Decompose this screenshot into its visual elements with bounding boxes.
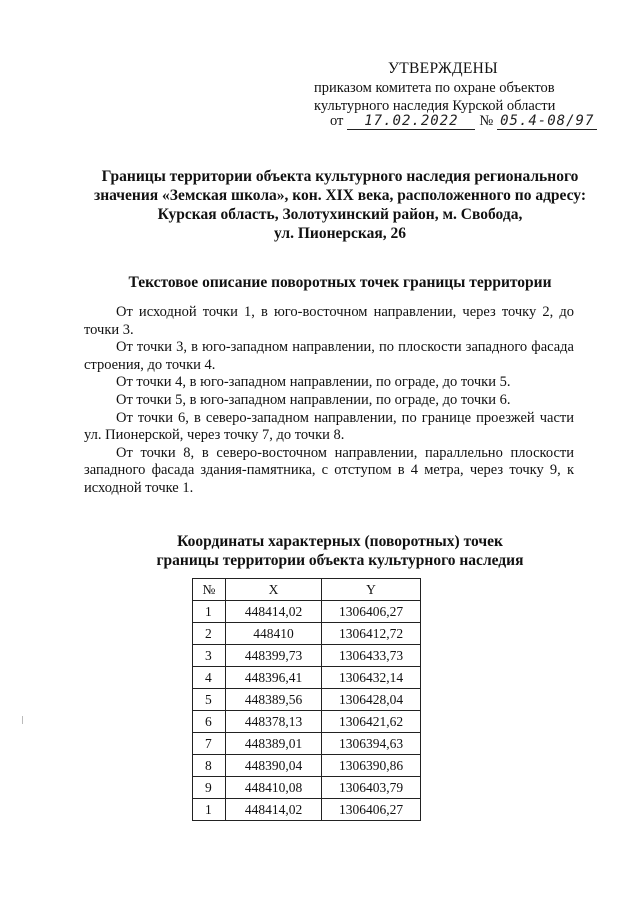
- coordinates-heading-line-2: границы территории объекта культурного наследия: [156, 552, 524, 569]
- table-row: [193, 733, 421, 755]
- cell-number: 4: [193, 667, 226, 689]
- column-header-number: №: [193, 579, 226, 601]
- coordinates-table: [192, 578, 421, 821]
- description-paragraph: От точки 3, в юго-западном направлении, по плоскости западного фасада строения, до точки 4.: [84, 339, 574, 373]
- cell-x: 448410,08: [226, 777, 322, 799]
- table-row: [193, 667, 421, 689]
- column-header-x: X: [226, 579, 322, 601]
- title-line-1: Границы территории объекта культурного наследия регионального: [101, 168, 579, 185]
- cell-number: 6: [193, 711, 226, 733]
- cell-number: 9: [193, 777, 226, 799]
- table-row: [193, 623, 421, 645]
- approval-heading: УТВЕРЖДЕНЫ: [388, 60, 498, 77]
- cell-number: 1: [193, 799, 226, 821]
- table-row: [193, 777, 421, 799]
- table-header-row: [193, 579, 421, 601]
- table-row: [193, 711, 421, 733]
- cell-y: 1306433,73: [322, 645, 421, 667]
- description-paragraph: От точки 5, в юго-западном направлении, по ограде, до точки 6.: [116, 391, 511, 408]
- cell-x: 448414,02: [226, 799, 322, 821]
- cell-number: 8: [193, 755, 226, 777]
- cell-x: 448396,41: [226, 667, 322, 689]
- approval-line-2: культурного наследия Курской области: [314, 98, 556, 114]
- table-row: [193, 755, 421, 777]
- description-text: [84, 304, 574, 498]
- document-title: [60, 167, 620, 243]
- cell-y: 1306406,27: [322, 799, 421, 821]
- cell-number: 2: [193, 623, 226, 645]
- approval-date: 17.02.2022: [347, 113, 475, 130]
- column-header-y: Y: [322, 579, 421, 601]
- approval-line-1: приказом комитета по охране объектов: [314, 80, 555, 96]
- cell-number: 7: [193, 733, 226, 755]
- description-heading: Текстовое описание поворотных точек границы территории: [128, 274, 552, 291]
- title-line-4: ул. Пионерская, 26: [274, 225, 406, 242]
- cell-x: 448378,13: [226, 711, 322, 733]
- cell-x: 448399,73: [226, 645, 322, 667]
- table-row: [193, 689, 421, 711]
- cell-number: 5: [193, 689, 226, 711]
- approval-block: [314, 60, 614, 115]
- table-row: [193, 645, 421, 667]
- approval-number: 05.4-08/97: [497, 113, 597, 130]
- cell-number: 3: [193, 645, 226, 667]
- cell-y: 1306403,79: [322, 777, 421, 799]
- cell-y: 1306390,86: [322, 755, 421, 777]
- cell-x: 448389,01: [226, 733, 322, 755]
- description-paragraph: От исходной точки 1, в юго-восточном направлении, через точку 2, до точки 3.: [84, 304, 574, 338]
- cell-x: 448390,04: [226, 755, 322, 777]
- table-row: [193, 601, 421, 623]
- approval-signature-line: [330, 113, 597, 130]
- from-label: от: [330, 113, 344, 129]
- cell-y: 1306421,62: [322, 711, 421, 733]
- table-row: [193, 799, 421, 821]
- cell-y: 1306432,14: [322, 667, 421, 689]
- cell-y: 1306406,27: [322, 601, 421, 623]
- title-line-3: Курская область, Золотухинский район, м. Свобода,: [157, 206, 523, 223]
- number-label: №: [479, 113, 494, 129]
- coordinates-heading-line-1: Координаты характерных (поворотных) точек: [177, 533, 503, 550]
- cell-x: 448389,56: [226, 689, 322, 711]
- coordinates-heading: [60, 532, 620, 570]
- cell-x: 448410: [226, 623, 322, 645]
- title-line-2: значения «Земская школа», кон. XIX века, расположенного по адресу:: [94, 187, 586, 204]
- description-paragraph: От точки 6, в северо-западном направлении, по границе проезжей части ул. Пионерской, через точку 7, до точки 8.: [84, 409, 574, 444]
- margin-mark: [22, 716, 23, 724]
- cell-y: 1306428,04: [322, 689, 421, 711]
- description-paragraph: От точки 8, в северо-восточном направлении, параллельно плоскости западного фасада здания-памятника, с отступом в 4 метра, через точку 9, к исходной точке 1.: [84, 444, 574, 496]
- cell-number: 1: [193, 601, 226, 623]
- cell-y: 1306394,63: [322, 733, 421, 755]
- cell-x: 448414,02: [226, 601, 322, 623]
- description-paragraph: От точки 4, в юго-западном направлении, по ограде, до точки 5.: [116, 374, 511, 391]
- cell-y: 1306412,72: [322, 623, 421, 645]
